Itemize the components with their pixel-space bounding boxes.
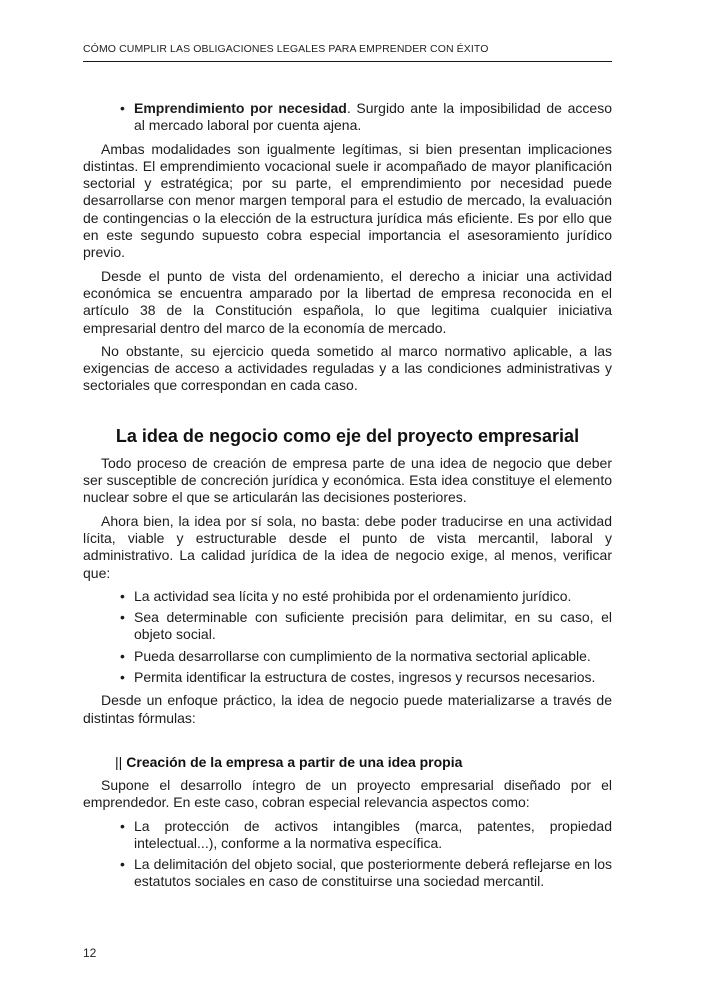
paragraph: Todo proceso de creación de empresa parte de una idea de negocio que deber ser susceptible de concreción jurídica y económica. Esta idea constituye el elemento nuclear sobre el que se articularán las decisiones posteriores. bbox=[83, 454, 612, 506]
subsection-heading bbox=[115, 753, 612, 771]
bullet-lead: Emprendimiento por necesidad bbox=[134, 100, 347, 116]
section-heading: La idea de negocio como eje del proyecto empresarial bbox=[115, 425, 580, 446]
aspects-list bbox=[83, 818, 612, 891]
list-item bbox=[83, 100, 612, 135]
list-item: • La delimitación del objeto social, que posteriormente deberá reflejarse en los estatutos sociales en caso de constituirse una sociedad mercantil. bbox=[83, 856, 612, 891]
list-item: • La actividad sea lícita y no esté prohibida por el ordenamiento jurídico. bbox=[83, 588, 612, 605]
intro-bullet-list bbox=[83, 100, 612, 135]
paragraph: Desde un enfoque práctico, la idea de negocio puede materializarse a través de distintas fórmulas: bbox=[83, 692, 612, 726]
list-item: • Sea determinable con suficiente precisión para delimitar, en su caso, el objeto social. bbox=[83, 609, 612, 644]
list-item: • La protección de activos intangibles (marca, patentes, propiedad intelectual...), conforme a la normativa específica. bbox=[83, 818, 612, 853]
paragraph: Desde el punto de vista del ordenamiento, el derecho a iniciar una actividad económica se encuentra amparado por la libertad de empresa reconocida en el artículo 38 de la Constitución española, lo que legitima cualquier iniciativa empresarial dentro del marco de la economía de mercado. bbox=[83, 267, 612, 336]
paragraph: Supone el desarrollo íntegro de un proyecto empresarial diseñado por el emprendedor. En este caso, cobran especial relevancia aspectos como: bbox=[83, 776, 612, 811]
bullet-text: . Surgido ante la imposibilidad de acceso al mercado laboral por cuenta ajena. bbox=[134, 100, 612, 134]
list-item: • Pueda desarrollarse con cumplimiento de la normativa sectorial aplicable. bbox=[83, 648, 612, 665]
subsection-title: Creación de la empresa a partir de una idea propia bbox=[126, 753, 463, 770]
paragraph: Ahora bien, la idea por sí sola, no basta: debe poder traducirse en una actividad lícita, viable y estructurable desde el punto de vista mercantil, laboral y administrativo. La calidad jurídica de la idea de negocio exige, al menos, verificar que: bbox=[83, 512, 612, 581]
requirements-list bbox=[83, 588, 612, 686]
page-content bbox=[83, 100, 612, 897]
paragraph: Ambas modalidades son igualmente legítimas, si bien presentan implicaciones distintas. El emprendimiento vocacional suele ir acompañado de mayor planificación sectorial y estratégica; por su parte, el emprendimiento por necesidad puede desarrollarse con menor margen temporal para el estudio de mercado, la evaluación de contingencias o la elección de la estructura jurídica más eficiente. Es por ello que en este segundo supuesto cobra especial importancia el asesoramiento jurídico previo. bbox=[83, 140, 612, 261]
running-header: CÓMO CUMPLIR LAS OBLIGACIONES LEGALES PARA EMPRENDER CON ÉXITO bbox=[83, 43, 612, 62]
page-number: 12 bbox=[83, 946, 97, 960]
subsection-marker: || bbox=[115, 753, 123, 770]
list-item: • Permita identificar la estructura de costes, ingresos y recursos necesarios. bbox=[83, 669, 612, 686]
paragraph: No obstante, su ejercicio queda sometido al marco normativo aplicable, a las exigencias de acceso a actividades reguladas y a las condiciones administrativas y sectoriales que correspondan en cada caso. bbox=[83, 342, 612, 394]
